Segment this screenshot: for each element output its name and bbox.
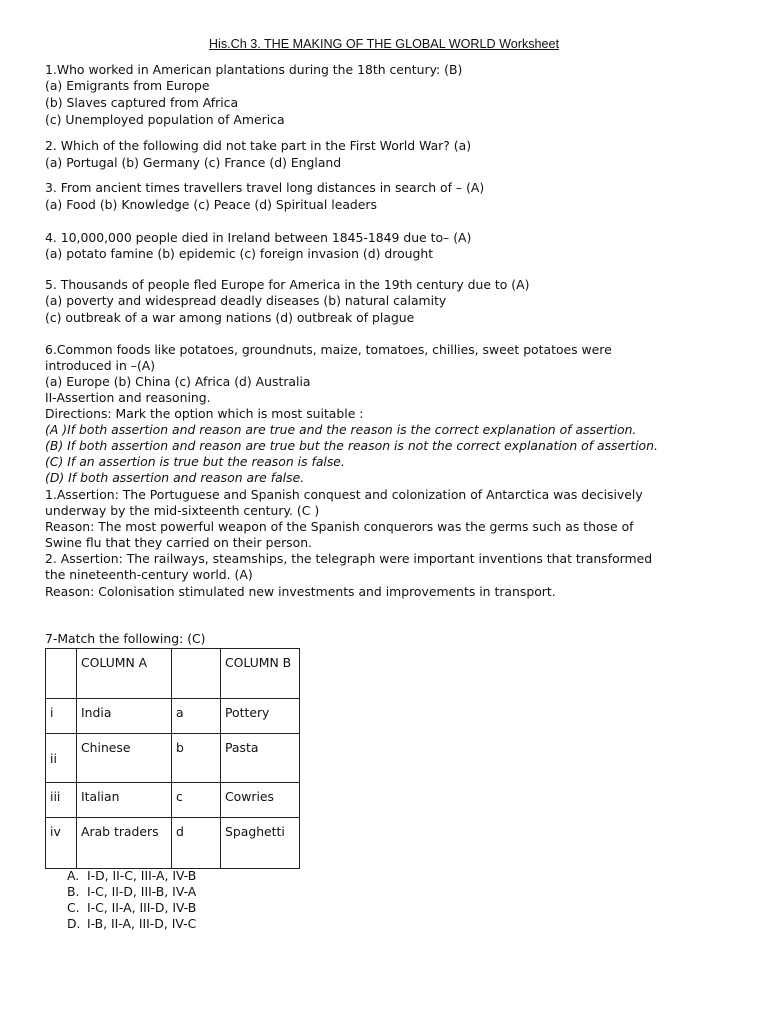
option-text: I-B, II-A, III-D, IV-C (86, 916, 197, 931)
text-line: underway by the mid-sixteenth century. (C ) (45, 503, 320, 518)
table-cell: Cowries (221, 783, 300, 818)
text-line: Reason: The most powerful weapon of the Spanish conquerors was the germs such as those of (45, 519, 634, 534)
option-mark: D. (67, 916, 81, 931)
text-line: (A )If both assertion and reason are true and the reason is the correct explanation of assertion. (45, 422, 637, 437)
text-line: Reason: Colonisation stimulated new investments and improvements in transport. (45, 584, 556, 599)
text-line: (C) If an assertion is true but the reason is false. (45, 454, 345, 469)
option-item (67, 900, 196, 916)
option-text: I-D, II-C, III-A, IV-B (86, 868, 197, 883)
page-title: His.Ch 3. THE MAKING OF THE GLOBAL WORLD Worksheet (208, 37, 560, 51)
table-cell: iv (46, 818, 77, 869)
table-row (46, 818, 300, 869)
table-cell: a (172, 699, 221, 734)
text-line: (b) Slaves captured from Africa (45, 95, 239, 110)
text-line: (a) poverty and widespread deadly diseases (b) natural calamity (45, 293, 447, 308)
table-cell: Pasta (221, 734, 300, 783)
text-line: (a) Europe (b) China (c) Africa (d) Australia (45, 374, 311, 389)
table-cell: India (77, 699, 172, 734)
text-line: 3. From ancient times travellers travel long distances in search of – (A) (45, 180, 485, 195)
text-line: (D) If both assertion and reason are false. (45, 470, 305, 485)
table-header-cell (172, 649, 221, 699)
answer-options (45, 868, 196, 932)
text-line: (a) Food (b) Knowledge (c) Peace (d) Spiritual leaders (45, 197, 377, 212)
table-cell: Spaghetti (221, 818, 300, 869)
table-cell: ii (46, 734, 77, 783)
text-line: 4. 10,000,000 people died in Ireland between 1845-1849 due to– (A) (45, 230, 472, 245)
option-item (67, 868, 196, 884)
text-line: 2. Which of the following did not take part in the First World War? (a) (45, 138, 472, 153)
option-mark: A. (67, 868, 80, 883)
text-line: (c) Unemployed population of America (45, 112, 285, 127)
option-text: I-C, II-D, III-B, IV-A (86, 884, 197, 899)
option-mark: B. (67, 884, 80, 899)
table-row (46, 734, 300, 783)
option-text: I-C, II-A, III-D, IV-B (86, 900, 197, 915)
table-header-cell: COLUMN A (77, 649, 172, 699)
table-header-row (46, 649, 300, 699)
option-item (67, 916, 196, 932)
table-cell: d (172, 818, 221, 869)
table-cell: b (172, 734, 221, 783)
text-line: Directions: Mark the option which is most suitable : (45, 406, 364, 421)
table-cell: i (46, 699, 77, 734)
option-mark: C. (67, 900, 80, 915)
table-cell: Chinese (77, 734, 172, 783)
text-line: 1.Assertion: The Portuguese and Spanish conquest and colonization of Antarctica was decisively (45, 487, 643, 502)
text-line: (a) Portugal (b) Germany (c) France (d) England (45, 155, 342, 170)
table-cell: iii (46, 783, 77, 818)
text-line: 5. Thousands of people fled Europe for America in the 19th century due to (A) (45, 277, 530, 292)
text-line: 1.Who worked in American plantations during the 18th century: (B) (45, 62, 463, 77)
text-line: Swine flu that they carried on their person. (45, 535, 312, 550)
text-line: (c) outbreak of a war among nations (d) outbreak of plague (45, 310, 415, 325)
table-header-cell: COLUMN B (221, 649, 300, 699)
table-header-cell (46, 649, 77, 699)
table-cell: Pottery (221, 699, 300, 734)
table-cell: c (172, 783, 221, 818)
text-line: 7-Match the following: (C) (45, 631, 206, 646)
text-line: 2. Assertion: The railways, steamships, the telegraph were important inventions that transformed (45, 551, 653, 566)
text-line: II-Assertion and reasoning. (45, 390, 211, 405)
table-cell: Italian (77, 783, 172, 818)
text-line: (a) potato famine (b) epidemic (c) foreign invasion (d) drought (45, 246, 434, 261)
text-line: introduced in –(A) (45, 358, 156, 373)
match-table (45, 648, 300, 869)
option-item (67, 884, 196, 900)
text-line: (B) If both assertion and reason are true but the reason is not the correct explanation of assertion. (45, 438, 658, 453)
text-line: 6.Common foods like potatoes, groundnuts, maize, tomatoes, chillies, sweet potatoes were (45, 342, 612, 357)
table-row (46, 699, 300, 734)
table-cell: Arab traders (77, 818, 172, 869)
text-line: (a) Emigrants from Europe (45, 78, 210, 93)
text-line: the nineteenth-century world. (A) (45, 567, 253, 582)
table-row (46, 783, 300, 818)
